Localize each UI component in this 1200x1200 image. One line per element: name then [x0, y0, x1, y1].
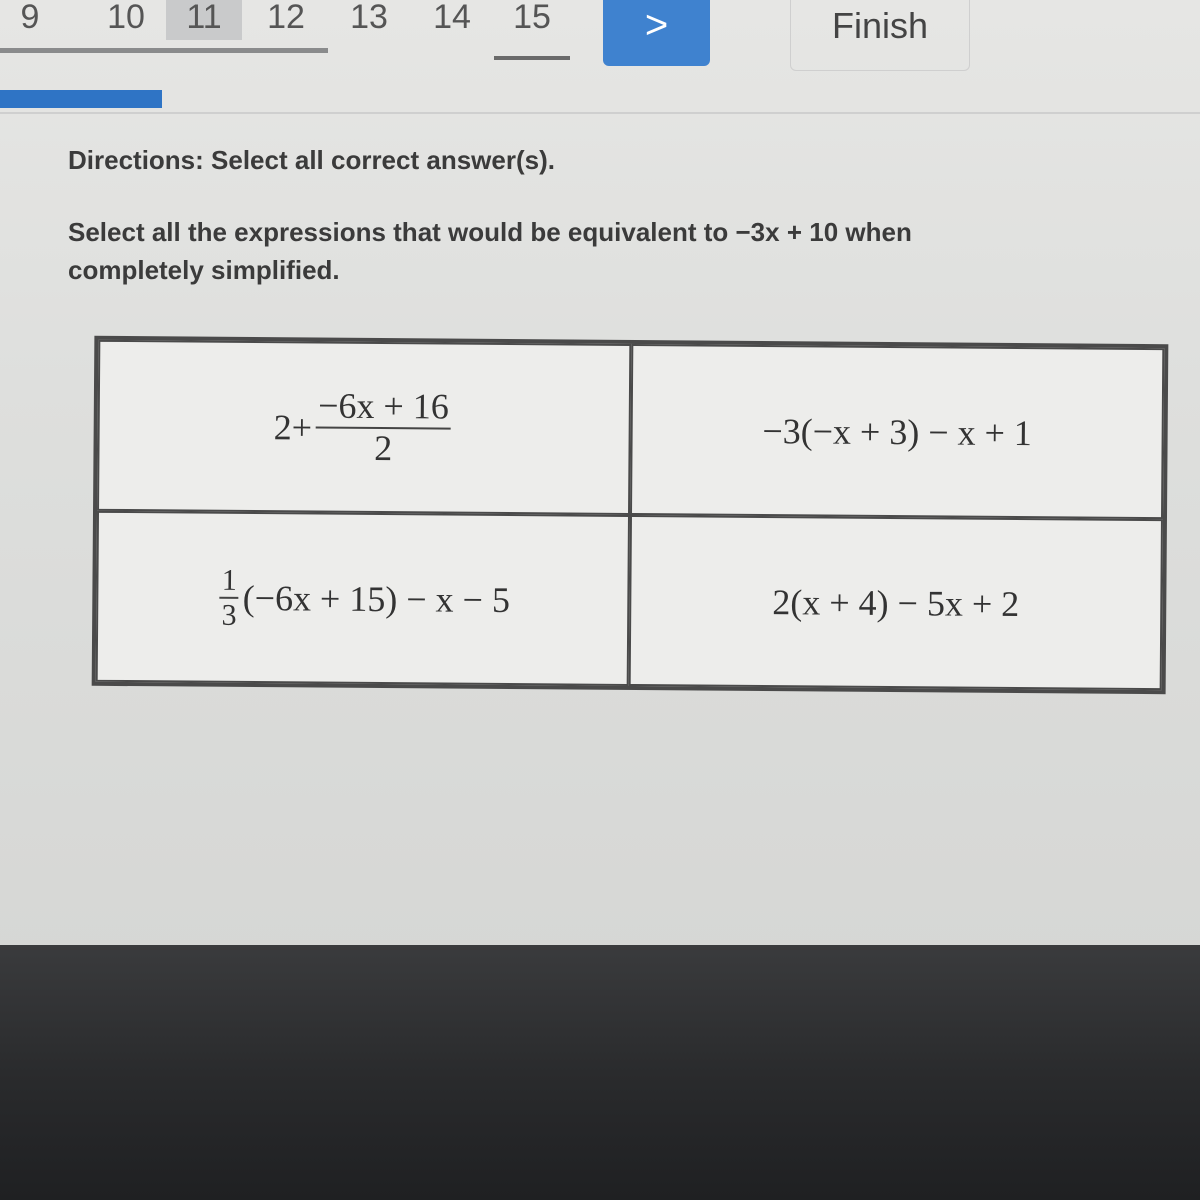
question-navigator: [0, 0, 600, 60]
question-number-14[interactable]: 14: [433, 0, 471, 36]
next-button[interactable]: [603, 0, 710, 66]
directions-text: Directions: Select all correct answer(s).: [68, 145, 555, 175]
question-number-15[interactable]: 15: [494, 0, 570, 60]
answer-option-c[interactable]: [96, 511, 630, 686]
expression-a-denominator: 2: [374, 427, 393, 468]
divider: [0, 112, 1200, 114]
question-number-9[interactable]: 9: [20, 0, 40, 36]
answer-option-a[interactable]: [97, 340, 631, 515]
expression-c-numerator: 1: [220, 563, 239, 598]
answer-grid: [92, 336, 1169, 694]
question-number-13[interactable]: 13: [350, 0, 388, 36]
question-number-11[interactable]: 11: [166, 0, 242, 40]
expression-c-denominator: 3: [221, 598, 237, 632]
expression-c: [215, 563, 510, 633]
expression-c-suffix: (−6x + 15) − x − 5: [242, 577, 511, 620]
answer-option-d[interactable]: [629, 515, 1163, 690]
answer-option-b[interactable]: [630, 344, 1164, 519]
finish-button[interactable]: Finish: [790, 0, 970, 71]
expression-b: −3(−x + 3) − x + 1: [762, 410, 1033, 453]
progress-bar: [0, 90, 162, 108]
monitor-bezel: [0, 945, 1200, 1200]
question-number-10[interactable]: 10: [107, 0, 145, 36]
expression-a-fraction: [316, 386, 451, 468]
expression-a: [273, 386, 455, 469]
expression-d: 2(x + 4) − 5x + 2: [772, 581, 1020, 624]
expression-c-fraction: [219, 563, 239, 631]
chevron-right-icon: >: [644, 3, 669, 47]
expression-a-numerator: −6x + 16: [316, 386, 451, 429]
question-text: Select all the expressions that would be equivalent to −3x + 10 when completely simplified.: [68, 217, 912, 285]
expression-a-prefix: 2+: [273, 406, 313, 447]
question-number-12[interactable]: 12: [267, 0, 305, 36]
navigator-underline: [0, 48, 328, 53]
